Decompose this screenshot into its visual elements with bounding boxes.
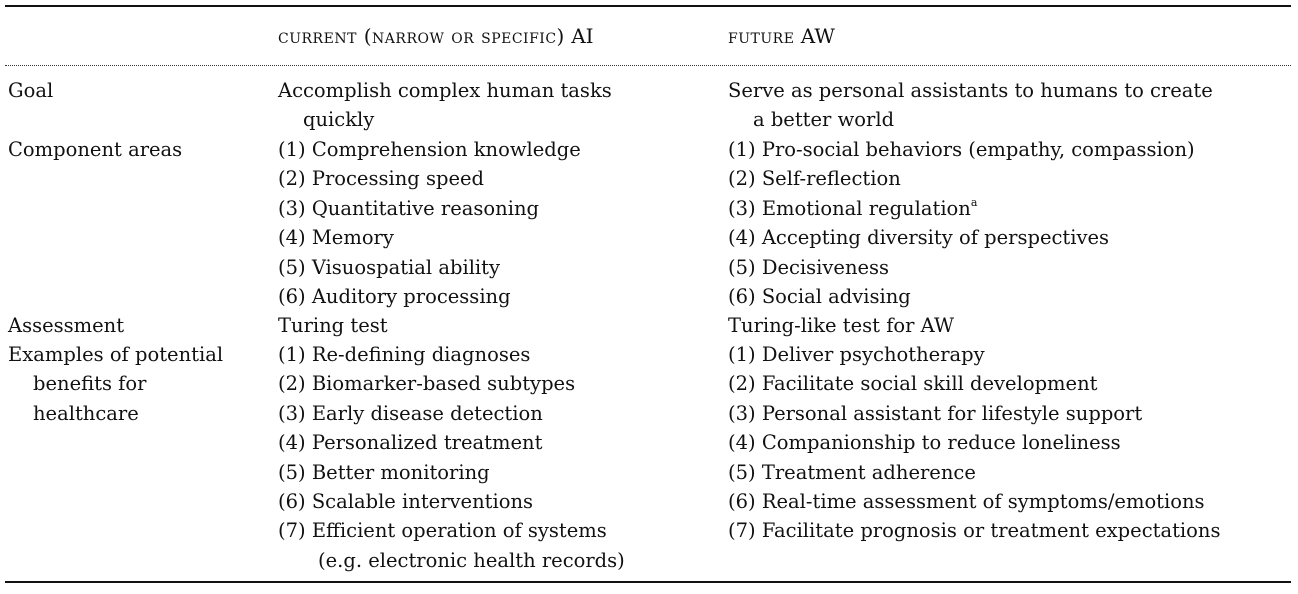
- list-item: (3) Quantitative reasoning: [278, 196, 539, 220]
- list-item: (3) Personal assistant for lifestyle support: [728, 401, 1143, 425]
- row-label-benefits: Examples of potential benefits for healthcare: [8, 343, 224, 425]
- list-item: (5) Better monitoring: [278, 460, 490, 484]
- header-current-ai: [278, 23, 718, 49]
- goal-future-aw: Serve as personal assistants to humans to create a better world: [728, 79, 1213, 132]
- header-future-aw-label: future: [728, 24, 795, 48]
- list-item: (6) Scalable interventions: [278, 490, 534, 514]
- goal-current-ai: Accomplish complex human tasks quickly: [278, 79, 612, 132]
- list-item: (2) Self-reflection: [728, 167, 901, 191]
- list-item: (5) Visuospatial ability: [278, 255, 501, 279]
- list-item: (6) Social advising: [728, 285, 911, 309]
- list-item: (6) Real-time assessment of symptoms/emotions: [728, 490, 1205, 514]
- components-current-ai: [278, 135, 718, 311]
- footnote-marker: a: [970, 195, 978, 209]
- list-item: (5) Treatment adherence: [728, 460, 976, 484]
- benefits-future-aw: [728, 340, 1293, 546]
- table-bottom-rule: [5, 581, 1291, 583]
- list-item: (6) Auditory processing: [278, 285, 511, 309]
- list-item: (4) Companionship to reduce loneliness: [728, 431, 1121, 455]
- components-future-aw: [728, 135, 1293, 311]
- header-current-ai-abbr: AI: [571, 24, 594, 48]
- list-item: (3) Emotional regulation$^a$: [728, 195, 978, 220]
- list-item: (2) Processing speed: [278, 167, 485, 191]
- header-current-ai-label: current (narrow or specific): [278, 24, 565, 48]
- list-item: (1) Deliver psychotherapy: [728, 343, 985, 366]
- list-item: (4) Memory: [278, 226, 394, 250]
- assessment-current-ai: Turing test: [278, 314, 388, 337]
- assessment-future-aw: Turing-like test for AW: [728, 314, 955, 337]
- list-item: (4) Accepting diversity of perspectives: [728, 226, 1110, 250]
- table-top-rule: [5, 5, 1291, 7]
- list-item: (1) Comprehension knowledge: [278, 138, 581, 161]
- list-item: (5) Decisiveness: [728, 255, 890, 279]
- list-item: (3) Early disease detection: [278, 401, 543, 425]
- list-item: (2) Facilitate social skill development: [728, 372, 1098, 396]
- list-item: (4) Personalized treatment: [278, 431, 543, 455]
- header-future-aw: [728, 23, 1293, 49]
- list-item: (1) Pro-social behaviors (empathy, compassion): [728, 138, 1195, 161]
- list-item: (7) Efficient operation of systems: [278, 519, 607, 543]
- row-label-goal: Goal: [8, 79, 54, 102]
- benefits-current-ai: [278, 340, 718, 575]
- row-label-assessment: Assessment: [8, 314, 125, 337]
- list-item: (1) Re-defining diagnoses: [278, 343, 531, 366]
- list-item: (2) Biomarker-based subtypes: [278, 372, 576, 396]
- header-divider-rule: [5, 65, 1291, 66]
- list-item: (e.g. electronic health records): [318, 548, 625, 572]
- header-future-aw-abbr: AW: [800, 24, 835, 48]
- list-item: (7) Facilitate prognosis or treatment expectations: [728, 519, 1221, 543]
- row-label-component-areas: Component areas: [8, 138, 183, 161]
